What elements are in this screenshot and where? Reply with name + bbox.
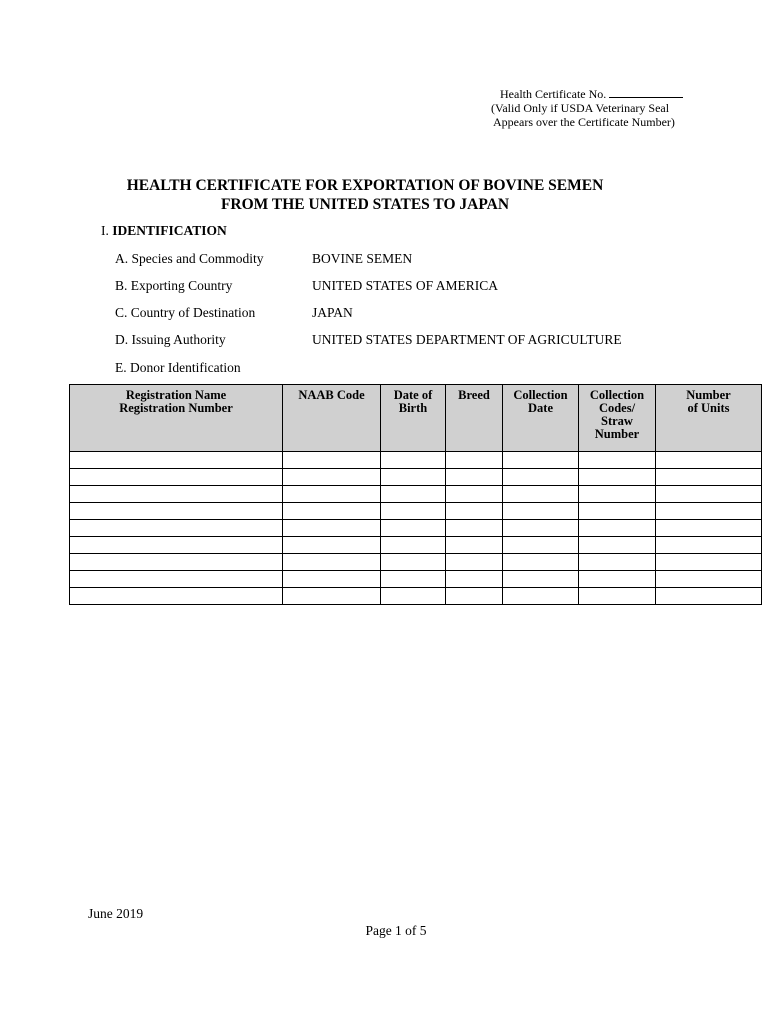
column-header-registration: Registration Name Registration Number (70, 385, 283, 452)
table-cell[interactable] (283, 537, 381, 554)
table-cell[interactable] (70, 571, 283, 588)
table-row (70, 486, 762, 503)
identification-row (115, 360, 241, 376)
certificate-number-blank[interactable] (609, 87, 683, 98)
column-header-naab-code: NAAB Code (283, 385, 381, 452)
table-cell[interactable] (70, 503, 283, 520)
certificate-number-label: Health Certificate No. (500, 87, 607, 101)
identification-row (115, 251, 413, 267)
table-row (70, 503, 762, 520)
table-cell[interactable] (70, 452, 283, 469)
table-header-row (70, 385, 762, 452)
table-cell[interactable] (579, 588, 656, 605)
column-header-collection-date: Collection Date (503, 385, 579, 452)
table-cell[interactable] (656, 571, 762, 588)
table-cell[interactable] (579, 486, 656, 503)
identification-label: C. Country of Destination (115, 305, 256, 320)
table-cell[interactable] (381, 554, 446, 571)
table-cell[interactable] (446, 554, 503, 571)
table-cell[interactable] (283, 469, 381, 486)
table-row (70, 571, 762, 588)
column-header-date-of-birth: Date of Birth (381, 385, 446, 452)
table-cell[interactable] (70, 469, 283, 486)
table-cell[interactable] (283, 588, 381, 605)
table-cell[interactable] (579, 503, 656, 520)
table-cell[interactable] (656, 469, 762, 486)
table-cell[interactable] (579, 452, 656, 469)
table-cell[interactable] (446, 486, 503, 503)
table-cell[interactable] (446, 452, 503, 469)
table-cell[interactable] (381, 452, 446, 469)
table-row (70, 588, 762, 605)
table-cell[interactable] (283, 554, 381, 571)
donor-identification-table (69, 384, 762, 605)
title-line2: FROM THE UNITED STATES TO JAPAN (220, 196, 510, 213)
table-cell[interactable] (656, 537, 762, 554)
title-line1: HEALTH CERTIFICATE FOR EXPORTATION OF BOVINE SEMEN (126, 177, 604, 194)
table-cell[interactable] (503, 554, 579, 571)
table-cell[interactable] (503, 520, 579, 537)
table-cell[interactable] (381, 520, 446, 537)
table-cell[interactable] (70, 537, 283, 554)
certificate-number-line (486, 87, 696, 101)
table-cell[interactable] (503, 537, 579, 554)
table-cell[interactable] (381, 503, 446, 520)
identification-label: B. Exporting Country (115, 278, 233, 293)
table-cell[interactable] (446, 537, 503, 554)
identification-value: UNITED STATES OF AMERICA (312, 278, 499, 293)
table-cell[interactable] (446, 503, 503, 520)
table-cell[interactable] (446, 571, 503, 588)
identification-label: E. Donor Identification (115, 360, 241, 375)
table-cell[interactable] (283, 520, 381, 537)
identification-value: JAPAN (312, 305, 353, 320)
table-row (70, 520, 762, 537)
table-cell[interactable] (579, 469, 656, 486)
table-cell[interactable] (283, 486, 381, 503)
table-cell[interactable] (70, 486, 283, 503)
table-row (70, 452, 762, 469)
table-cell[interactable] (503, 571, 579, 588)
table-cell[interactable] (503, 588, 579, 605)
page-number: Page 1 of 5 (365, 923, 427, 938)
column-header-breed: Breed (446, 385, 503, 452)
identification-row (115, 278, 499, 294)
identification-value: UNITED STATES DEPARTMENT OF AGRICULTURE (312, 332, 622, 347)
identification-value: BOVINE SEMEN (312, 251, 413, 266)
table-cell[interactable] (503, 469, 579, 486)
table-cell[interactable] (381, 486, 446, 503)
table-cell[interactable] (446, 469, 503, 486)
validity-note-line1: (Valid Only if USDA Veterinary Seal (491, 101, 670, 115)
identification-label: A. Species and Commodity (115, 251, 264, 266)
table-cell[interactable] (503, 503, 579, 520)
section-name: IDENTIFICATION (112, 223, 227, 238)
validity-note-line2: Appears over the Certificate Number) (493, 115, 675, 129)
table-cell[interactable] (656, 520, 762, 537)
table-cell[interactable] (579, 571, 656, 588)
certificate-number-block (486, 87, 696, 129)
table-cell[interactable] (70, 554, 283, 571)
table-cell[interactable] (283, 452, 381, 469)
table-cell[interactable] (656, 452, 762, 469)
section-heading (101, 223, 227, 239)
table-cell[interactable] (446, 588, 503, 605)
table-row (70, 554, 762, 571)
table-cell[interactable] (656, 486, 762, 503)
table-cell[interactable] (381, 588, 446, 605)
footer-date: June 2019 (88, 906, 144, 921)
table-cell[interactable] (70, 588, 283, 605)
table-cell[interactable] (579, 554, 656, 571)
table-cell[interactable] (283, 571, 381, 588)
table-cell[interactable] (446, 520, 503, 537)
identification-row (115, 332, 622, 348)
table-cell[interactable] (503, 452, 579, 469)
table-cell[interactable] (381, 469, 446, 486)
table-row (70, 537, 762, 554)
table-cell[interactable] (283, 503, 381, 520)
identification-label: D. Issuing Authority (115, 332, 226, 347)
table-cell[interactable] (381, 537, 446, 554)
table-cell[interactable] (656, 588, 762, 605)
column-header-collection-codes: Collection Codes/ Straw Number (579, 385, 656, 452)
table-cell[interactable] (70, 520, 283, 537)
table-cell[interactable] (579, 537, 656, 554)
table-cell[interactable] (656, 503, 762, 520)
table-cell[interactable] (381, 571, 446, 588)
column-header-number-of-units: Number of Units (656, 385, 762, 452)
table-cell[interactable] (656, 554, 762, 571)
document-title (60, 176, 670, 214)
table-row (70, 469, 762, 486)
table-cell[interactable] (503, 486, 579, 503)
identification-row (115, 305, 353, 321)
section-number: I. (101, 223, 109, 238)
table-cell[interactable] (579, 520, 656, 537)
